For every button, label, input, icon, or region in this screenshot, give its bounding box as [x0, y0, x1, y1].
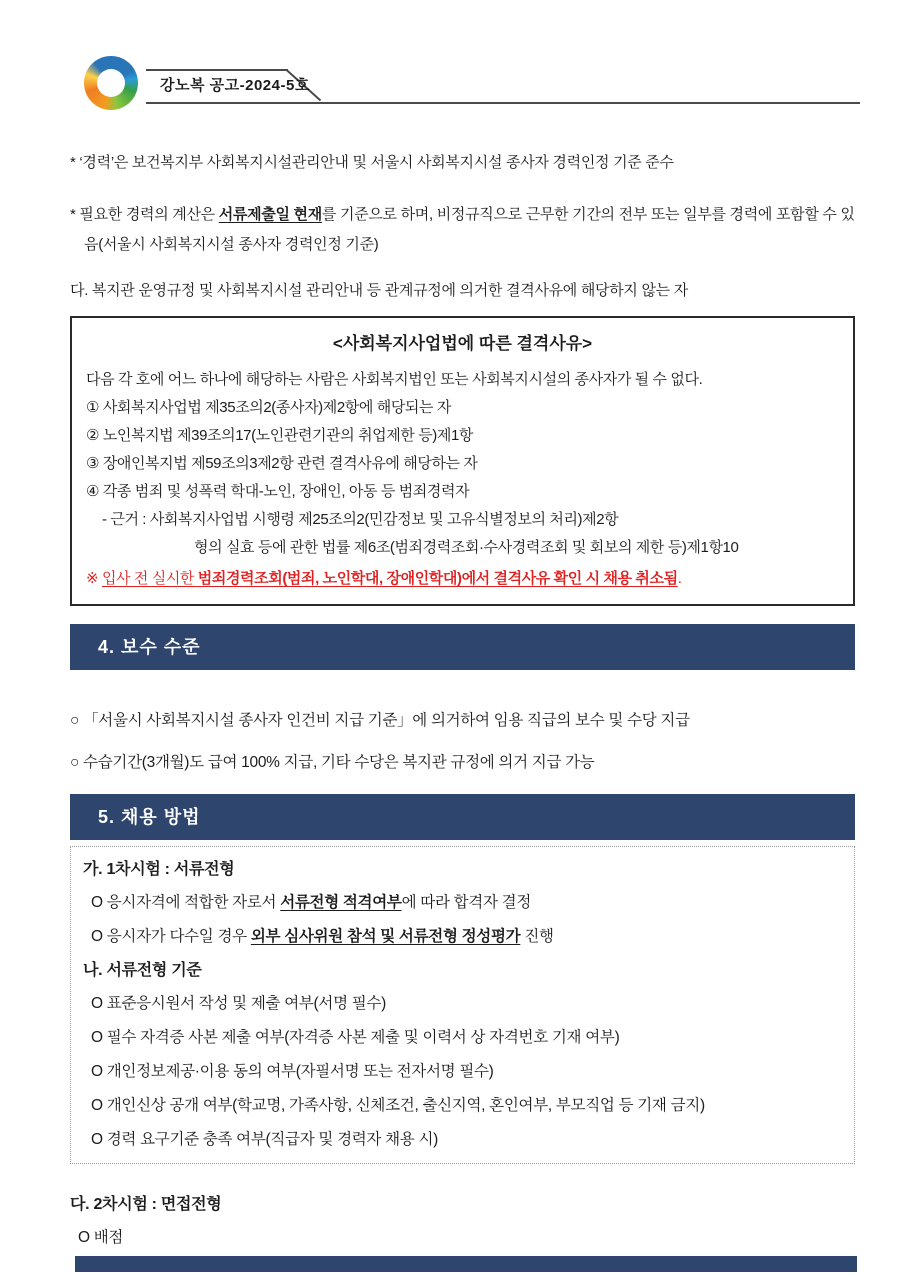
disqualification-box [70, 316, 855, 606]
page-header [0, 0, 900, 118]
doc-number: 강노복 공고-2024-5호 [160, 77, 310, 94]
warning-text [102, 570, 678, 587]
disqualification-intro-line: 다. 복지관 운영규정 및 사회복지시설 관리안내 등 관계규정에 의거한 결격사유에 해당하지 않는 자 [70, 282, 688, 299]
section-4-banner: 4. 보수 수준 [70, 624, 855, 670]
screening-criteria-item-1: O 표준응시원서 작성 및 제출 여부(서명 필수) [91, 995, 386, 1012]
org-logo-icon [84, 56, 138, 110]
pay-bullet-2: ○ 수습기간(3개월)도 급여 100% 지급, 기타 수당은 복지관 규정에 의거 지급 가능 [70, 754, 595, 771]
first-exam-item-1-emphasis: 서류전형 적격여부 [280, 894, 402, 911]
screening-criteria-item-5: O 경력 요구기준 충족 여부(직급자 및 경력자 채용 시) [91, 1131, 438, 1148]
header-tab-top-line [146, 69, 288, 71]
screening-criteria-item-2: O 필수 자격증 사본 제출 여부(자격증 사본 제출 및 이력서 상 자격번호 기재 여부) [91, 1029, 620, 1046]
legal-basis-line-1: - 근거 : 사회복지사업법 시행령 제25조의2(민감정보 및 고유식별정보의 처리)제2항 [102, 511, 619, 528]
career-note-2-emphasis: 서류제출일 현재 [218, 206, 322, 223]
career-note-2 [70, 200, 855, 260]
document-body [70, 118, 855, 1255]
section-5-banner: 5. 채용 방법 [70, 794, 855, 840]
disqualification-item-2: ② 노인복지법 제39조의17(노인관련기관의 취업제한 등)제1항 [86, 427, 474, 444]
disqualification-box-title: <사회복지사업법에 따른 결격사유> [332, 334, 593, 353]
disqualification-box-intro: 다음 각 호에 어느 하나에 해당하는 사람은 사회복지법인 또는 사회복지시설의 종사자가 될 수 없다. [86, 371, 703, 388]
second-exam-item-1: O 배점 [78, 1229, 124, 1246]
career-note-1: * ‘경력’은 보건복지부 사회복지시설관리안내 및 서울시 사회복지시설 종사자 경력인정 기준 준수 [70, 154, 674, 171]
screening-criteria-item-4: O 개인신상 공개 여부(학교명, 가족사항, 신체조건, 출신지역, 혼인여부, 부모직업 등 기재 금지) [91, 1097, 705, 1114]
pay-bullet-list [70, 700, 855, 784]
warning-mark: ※ [86, 570, 102, 587]
legal-basis-line-2: 형의 실효 등에 관한 법률 제6조(범죄경력조회·수사경력조회 및 회보의 제한 등)제1항10 [194, 539, 739, 556]
disqualification-item-3: ③ 장애인복지법 제59조의3제2항 관련 결격사유에 해당하는 자 [86, 455, 478, 472]
first-exam-item-1-text: O 응시자격에 적합한 자로서 [91, 894, 281, 911]
pay-bullet-1: ○ 「서울시 사회복지시설 종사자 인건비 지급 기준」에 의거하여 임용 직급의 보수 및 수당 지급 [70, 712, 690, 729]
first-exam-item-2 [83, 920, 842, 954]
first-exam-title: 가. 1차시험 : 서류전형 [83, 861, 235, 878]
next-section-banner-cutoff [75, 1256, 857, 1272]
criminal-record-warning [86, 564, 839, 594]
disqualification-item-1: ① 사회복지사업법 제35조의2(종사자)제2항에 해당되는 자 [86, 399, 451, 416]
career-note-2-text: * 필요한 경력의 계산은 [70, 206, 219, 223]
disqualification-item-4: ④ 각종 범죄 및 성폭력 학대-노인, 장애인, 아동 등 범죄경력자 [86, 483, 470, 500]
warning-text-bold: 범죄경력조회(범죄, 노인학대, 장애인학대)에서 결격사유 확인 시 채용 취소됨 [197, 570, 678, 587]
first-exam-item-2-cont: 진행 [520, 928, 554, 945]
screening-criteria-title: 나. 서류전형 기준 [83, 962, 202, 979]
screening-criteria-item-3: O 개인정보제공·이용 동의 여부(자필서명 또는 전자서명 필수) [91, 1063, 494, 1080]
recruitment-method-box [70, 846, 855, 1164]
first-exam-item-2-text: O 응시자가 다수일 경우 [91, 928, 251, 945]
first-exam-item-1-cont: 에 따라 합격자 결정 [401, 894, 531, 911]
career-note-2-text-cont: 를 기준으로 하며, 비정규직으로 근무한 기간의 전부 또는 일부를 경력에 포함할 수 있음(서울시 사회복지시설 종사자 경력인정 기준) [84, 206, 855, 253]
warning-text-lead: 입사 전 실시한 [101, 570, 198, 587]
warning-period: . [677, 570, 682, 587]
first-exam-item-1 [83, 886, 842, 920]
first-exam-item-2-emphasis: 외부 심사위원 참석 및 서류전형 정성평가 [250, 928, 521, 945]
second-exam-title: 다. 2차시험 : 면접전형 [70, 1196, 222, 1213]
header-rule-line [146, 102, 860, 104]
